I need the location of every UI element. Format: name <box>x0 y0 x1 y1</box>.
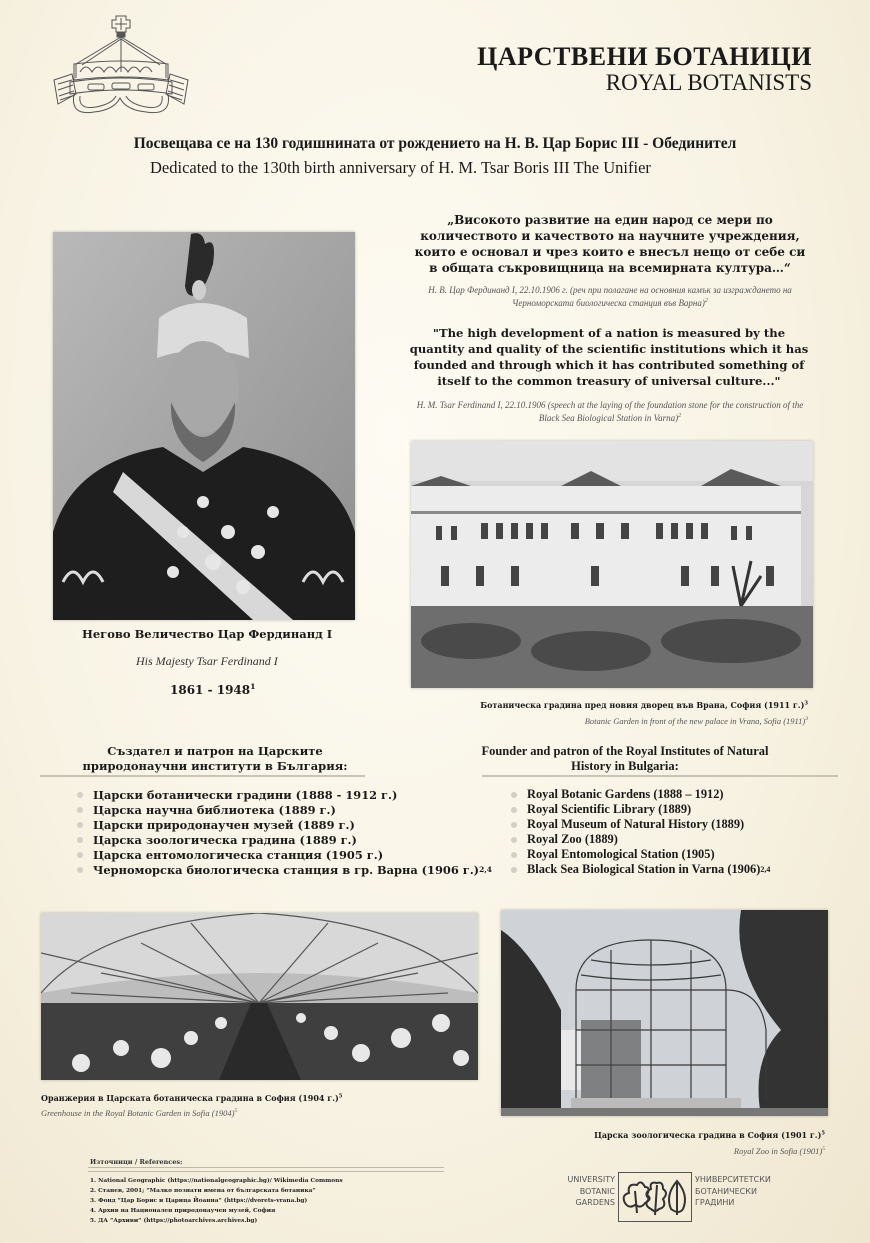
dedication-bg: Посвещава се на 130 годишнината от рождението на Н. В. Цар Борис III - Обединител <box>133 135 737 152</box>
item-text: Царска зоологическа градина (1889 г.) <box>93 832 357 847</box>
list-item <box>77 847 492 862</box>
bullet-icon <box>77 822 83 828</box>
item-text: Royal Botanic Gardens (1888 – 1912) <box>527 787 724 801</box>
list-item <box>511 832 770 847</box>
reference-item: 4. Архив на Национален природонаучен музей, София <box>90 1208 276 1214</box>
logo-text-en <box>568 1174 616 1209</box>
caption-text: Ботаническа градина пред новия дворец във Врана, София (1911 г.) <box>480 700 805 710</box>
divider <box>40 775 365 777</box>
quote-citation-en <box>410 399 810 425</box>
logo-line: BOTANIC <box>579 1186 615 1196</box>
quote-text-bg: „Високото развитие на един народ се мери по количеството и качеството на научните учреждения, които е основал и чрез които е внесъл нещо от себе си в общата съкровищница на всемирната култура…“ <box>414 213 806 275</box>
item-text: Царска ентомологическа станция (1905 г.) <box>93 847 384 862</box>
poster-title-en: ROYAL BOTANISTS <box>605 70 812 95</box>
list-item <box>77 832 492 847</box>
palace-caption-bg <box>480 700 808 710</box>
citation-text: H. M. Tsar Ferdinand I, 22.10.1906 (speech at the laying of the foundation stone for the construction of the Black Sea Biological Station in Varna) <box>416 400 804 423</box>
references-heading: Източници / References: <box>90 1158 183 1166</box>
item-text: Royal Zoo (1889) <box>527 832 618 846</box>
logo-line: ГРАДИНИ <box>695 1198 735 1207</box>
logo-line: УНИВЕРСИТЕТСКИ <box>695 1175 771 1184</box>
palace-garden-photo <box>411 441 813 688</box>
quote-citation-bg <box>410 284 810 310</box>
institutes-list-en <box>511 787 770 877</box>
list-item <box>77 817 492 832</box>
bullet-icon <box>77 837 83 843</box>
divider <box>88 1167 444 1172</box>
bullet-icon <box>511 867 517 873</box>
bullet-icon <box>511 852 517 858</box>
logo-line: БОТАНИЧЕСКИ <box>695 1186 757 1196</box>
footnote-ref: 2 <box>704 298 708 304</box>
quote-text-en: "The high development of a nation is measured by the quantity and quality of the scientific institutions which it has founded and through which it has contributed something of itself to the common treasury of universal culture..." <box>409 326 809 388</box>
bullet-icon <box>77 792 83 798</box>
logo-text-bg <box>695 1174 771 1209</box>
dedication-en: Dedicated to the 130th birth anniversary of H. M. Tsar Boris III The Unifier <box>150 158 651 177</box>
citation-text: Н. В. Цар Фердинанд I, 22.10.1906 г. (реч при полагане на основния камък за изграждането на Черноморската биологическа станция във Варна) <box>428 285 792 308</box>
caption-text: Оранжерия в Царската ботаническа градина в София (1904 г.) <box>41 1093 339 1103</box>
list-item <box>77 802 492 817</box>
reference-item: 5. ДА “Архиви” (https://photoarchives.archives.bg) <box>90 1218 258 1224</box>
list-item <box>511 802 770 817</box>
caption-text: Greenhouse in the Royal Botanic Garden in Sofia (1904) <box>41 1108 235 1118</box>
footnote-ref: 2 <box>678 413 682 419</box>
palace-caption-en <box>585 716 808 726</box>
greenhouse-caption-en <box>41 1108 237 1118</box>
bullet-icon <box>511 792 517 798</box>
bullet-icon <box>511 822 517 828</box>
reference-item: 3. Фонд “Цар Борис и Царица Йоанна” (https://dvorets-vrana.bg) <box>90 1198 308 1204</box>
item-text: Царски природонаучен музей (1889 г.) <box>93 817 355 832</box>
institutes-heading-en: Founder and patron of the Royal Institutes of Natural History in Bulgaria: <box>481 744 769 773</box>
zoo-aviary-photo <box>501 910 828 1116</box>
greenhouse-caption-bg <box>41 1093 342 1103</box>
footnote-ref: 5 <box>234 1108 238 1115</box>
portrait-caption-en: His Majesty Tsar Ferdinand I <box>136 654 278 668</box>
references-list <box>90 1176 343 1226</box>
item-text: Royal Scientific Library (1889) <box>527 802 692 816</box>
crown-icon <box>50 12 192 118</box>
bullet-icon <box>77 807 83 813</box>
footnote-ref: 5 <box>822 1146 825 1153</box>
university-botanic-gardens-logo <box>558 1172 788 1224</box>
bullet-icon <box>511 837 517 843</box>
divider <box>482 775 838 777</box>
footnote-ref: 1 <box>250 682 256 691</box>
logo-line: GARDENS <box>575 1198 615 1207</box>
portrait-photo <box>53 232 355 620</box>
footnote-ref: 3 <box>805 716 808 723</box>
list-item: Black Sea Biological Station in Varna (1906) 2,4 <box>511 862 770 877</box>
zoo-caption-en <box>734 1146 825 1156</box>
item-text: Царски ботанически градини (1888 - 1912 г.) <box>93 787 398 802</box>
portrait-years <box>170 683 256 697</box>
caption-text: Botanic Garden in front of the new palace in Vrana, Sofia (1911) <box>584 716 806 726</box>
reference-item: 2. Станев, 2001; “Малко познати имена от българската ботаника” <box>90 1188 316 1194</box>
logo-line: UNIVERSITY <box>567 1175 615 1184</box>
item-text: Royal Entomological Station (1905) <box>527 847 715 861</box>
poster-title-bg: ЦАРСТВЕНИ БОТАНИЦИ <box>477 42 812 71</box>
item-text: Черноморска биологическа станция в гр. Варна (1906 г.) <box>93 862 480 877</box>
bullet-icon <box>77 867 83 873</box>
leaves-icon <box>618 1172 692 1222</box>
footnote-ref: 5 <box>821 1130 825 1137</box>
institutes-heading-bg: Създател и патрон на Царските природонаучни институти в България: <box>82 744 348 773</box>
caption-text: Царска зоологическа градина в София (1901 г.) <box>594 1130 822 1140</box>
greenhouse-photo <box>41 913 478 1080</box>
reference-item: 1. National Geographic (https://nationalgeographic.bg)/ Wikimedia Commons <box>90 1178 343 1184</box>
bullet-icon <box>511 807 517 813</box>
bullet-icon <box>77 852 83 858</box>
list-item <box>511 817 770 832</box>
item-text: Black Sea Biological Station in Varna (1906) <box>527 862 761 876</box>
list-item <box>511 847 770 862</box>
list-item <box>77 787 492 802</box>
footnote-ref: 5 <box>338 1093 343 1100</box>
item-text: Царска научна библиотека (1889 г.) <box>93 802 336 817</box>
list-item <box>511 787 770 802</box>
zoo-caption-bg <box>594 1130 825 1140</box>
footnote-ref: 3 <box>804 700 808 707</box>
caption-text: Royal Zoo in Sofia (1901) <box>733 1146 823 1156</box>
portrait-caption-bg: Негово Величество Цар Фердинанд I <box>82 627 333 641</box>
years-text: 1861 - 1948 <box>170 683 251 697</box>
list-item: Черноморска биологическа станция в гр. Варна (1906 г.) 2,4 <box>77 862 492 877</box>
institutes-list-bg <box>77 787 492 877</box>
item-text: Royal Museum of Natural History (1889) <box>527 817 745 831</box>
